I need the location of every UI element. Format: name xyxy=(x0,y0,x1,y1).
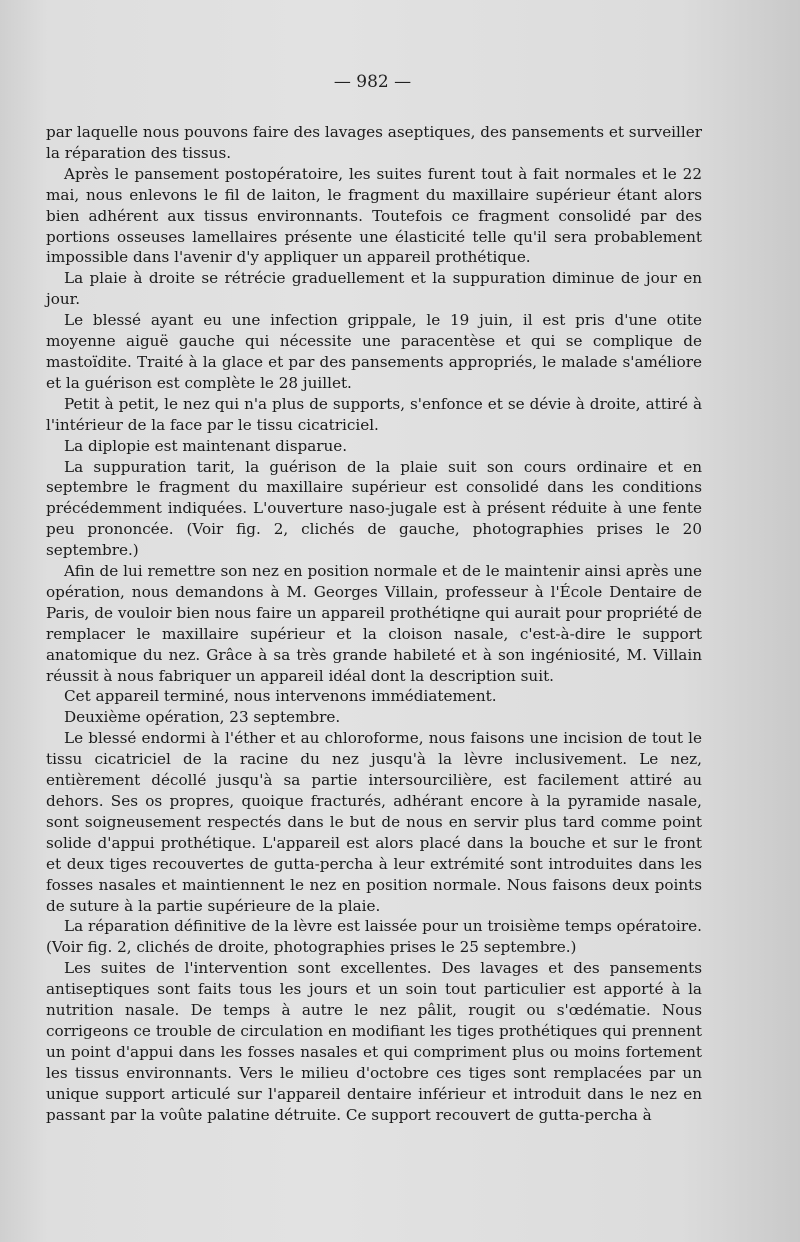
paragraph: Les suites de l'intervention sont excellentes. Des lavages et des pansements antiseptiques sont faits tous les jours et un soin tout particulier est apporté à la nutrition nasale. De temps à autre le nez pâlit, rougit ou s'œdématie. Nous corrigeons ce trouble de circulation en modifiant les tiges prothétiques qui prennent un point d'appui dans les fosses nasales et qui compriment plus ou moins fortement les tissus environnants. Vers le milieu d'octobre ces tiges sont remplacées par un unique support articulé sur l'appareil dentaire inférieur et introduit dans le nez en passant par la voûte palatine détruite. Ce support recouvert de gutta-percha à xyxy=(46,959,702,1124)
paragraph: Deuxième opération, 23 septembre. xyxy=(64,708,341,727)
paragraph: Afin de lui remettre son nez en position normale et de le maintenir ainsi après une opération, nous demandons à M. Georges Villain, professeur à l'École Dentaire de Paris, de vouloir bien nous faire un appareil prothétiqne qui aurait pour propriété de remplacer le maxillaire supérieur et la cloison nasale, c'est-à-dire le support anatomique du nez. Grâce à sa très grande habileté et à son ingéniosité, M. Villain réussit à nous fabriquer un appareil idéal dont la description suit. xyxy=(46,562,702,685)
paragraph: Après le pansement postopératoire, les suites furent tout à fait normales et le 22 mai, nous enlevons le fil de laiton, le fragment du maxillaire supérieur étant alors bien adhérent aux tissus environnants. Toutefois ce fragment consolidé par des portions osseuses lamellaires présente une élasticité telle qu'il sera probablement impossible dans l'avenir d'y appliquer un appareil prothétique. xyxy=(46,164,702,267)
page-number: — 982 — xyxy=(333,72,412,92)
paragraph: La suppuration tarit, la guérison de la plaie suit son cours ordinaire et en septembre le fragment du maxillaire supérieur est consolidé dans les conditions précédemment indiquées. L'ouverture naso-jugale est à présent réduite à une fente peu prononcée. (Voir fig. 2, clichés de gauche, photographies prises le 20 septembre.) xyxy=(46,457,702,560)
paragraph: Cet appareil terminé, nous intervenons immédiatement. xyxy=(64,687,497,706)
paragraph: La plaie à droite se rétrécie graduellement et la suppuration diminue de jour en jour. xyxy=(46,269,702,309)
paragraph: Le blessé ayant eu une infection grippale, le 19 juin, il est pris d'une otite moyenne aiguë gauche qui nécessite une paracentèse et qui se complique de mastoïdite. Traité à la glace et par des pansements appropriés, le malade s'améliore et la guérison est complète le 28 juillet. xyxy=(46,311,702,392)
paragraph: La diplopie est maintenant disparue. xyxy=(64,436,348,455)
paragraph: Petit à petit, le nez qui n'a plus de supports, s'enfonce et se dévie à droite, attiré à l'intérieur de la face par le tissu cicatriciel. xyxy=(46,394,702,434)
paragraph: par laquelle nous pouvons faire des lavages aseptiques, des pansements et surveiller la réparation des tissus. xyxy=(46,123,702,162)
body-text xyxy=(46,122,702,1126)
paragraph: La réparation définitive de la lèvre est laissée pour un troisième temps opératoire. (Voir fig. 2, clichés de droite, photographies prises le 25 septembre.) xyxy=(46,917,702,957)
paragraph: Le blessé endormi à l'éther et au chloroforme, nous faisons une incision de tout le tissu cicatriciel de la racine du nez jusqu'à la lèvre inclusivement. Le nez, entièrement décollé jusqu'à sa partie intersourcilière, est facilement attiré au dehors. Ses os propres, quoique fracturés, adhérant encore à la pyramide nasale, sont soigneusement respectés dans le but de nous en servir plus tard comme point solide d'appui prothétique. L'appareil est alors placé dans la bouche et sur le front et deux tiges recouvertes de gutta-percha à leur extrémité sont introduites dans les fosses nasales et maintiennent le nez en position normale. Nous faisons deux points de suture à la partie supérieure de la plaie. xyxy=(46,729,702,915)
